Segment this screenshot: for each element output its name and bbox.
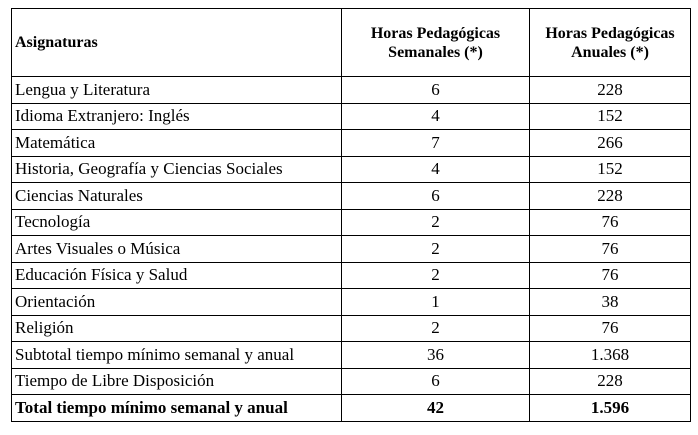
subtotal-row: [12, 342, 691, 369]
annual-hours-cell: 76: [530, 262, 691, 289]
subject-cell: Religión: [12, 315, 342, 342]
weekly-hours-cell: 2: [342, 236, 530, 263]
header-weekly-hours: Horas Pedagógicas Semanales (*): [342, 9, 530, 77]
total-weekly-hours: 42: [342, 395, 530, 422]
annual-hours-cell: 152: [530, 156, 691, 183]
weekly-hours-cell: 2: [342, 315, 530, 342]
subject-cell: Lengua y Literatura: [12, 77, 342, 104]
annual-hours-cell: 152: [530, 103, 691, 130]
subject-cell: Tiempo de Libre Disposición: [12, 368, 342, 395]
subject-cell: Artes Visuales o Música: [12, 236, 342, 263]
subject-cell: Orientación: [12, 289, 342, 316]
table-row: [12, 315, 691, 342]
weekly-hours-cell: 6: [342, 183, 530, 210]
weekly-hours-cell: 4: [342, 103, 530, 130]
subject-cell: Ciencias Naturales: [12, 183, 342, 210]
subject-cell: Historia, Geografía y Ciencias Sociales: [12, 156, 342, 183]
table-row: [12, 103, 691, 130]
table-row: [12, 368, 691, 395]
total-row: [12, 395, 691, 422]
subject-cell: Subtotal tiempo mínimo semanal y anual: [12, 342, 342, 369]
table-row: [12, 289, 691, 316]
annual-hours-cell: 76: [530, 236, 691, 263]
table-row: [12, 183, 691, 210]
annual-hours-cell: 228: [530, 368, 691, 395]
weekly-hours-cell: 4: [342, 156, 530, 183]
total-label: Total tiempo mínimo semanal y anual: [12, 395, 342, 422]
table-row: [12, 156, 691, 183]
header-subjects: Asignaturas: [12, 9, 342, 77]
annual-hours-cell: 76: [530, 209, 691, 236]
weekly-hours-cell: 7: [342, 130, 530, 157]
header-annual-hours: Horas Pedagógicas Anuales (*): [530, 9, 691, 77]
weekly-hours-cell: 6: [342, 77, 530, 104]
annual-hours-cell: 38: [530, 289, 691, 316]
subject-cell: Tecnología: [12, 209, 342, 236]
table-row: [12, 236, 691, 263]
table-row: [12, 209, 691, 236]
weekly-hours-cell: 2: [342, 262, 530, 289]
weekly-hours-cell: 1: [342, 289, 530, 316]
weekly-hours-cell: 36: [342, 342, 530, 369]
table-row: [12, 130, 691, 157]
subject-cell: Matemática: [12, 130, 342, 157]
table-row: [12, 262, 691, 289]
annual-hours-cell: 228: [530, 77, 691, 104]
header-row: [12, 9, 691, 77]
weekly-hours-cell: 2: [342, 209, 530, 236]
annual-hours-cell: 1.368: [530, 342, 691, 369]
total-annual-hours: 1.596: [530, 395, 691, 422]
hours-table: [11, 8, 691, 422]
subject-cell: Educación Física y Salud: [12, 262, 342, 289]
subject-cell: Idioma Extranjero: Inglés: [12, 103, 342, 130]
annual-hours-cell: 76: [530, 315, 691, 342]
annual-hours-cell: 228: [530, 183, 691, 210]
weekly-hours-cell: 6: [342, 368, 530, 395]
annual-hours-cell: 266: [530, 130, 691, 157]
table-row: [12, 77, 691, 104]
